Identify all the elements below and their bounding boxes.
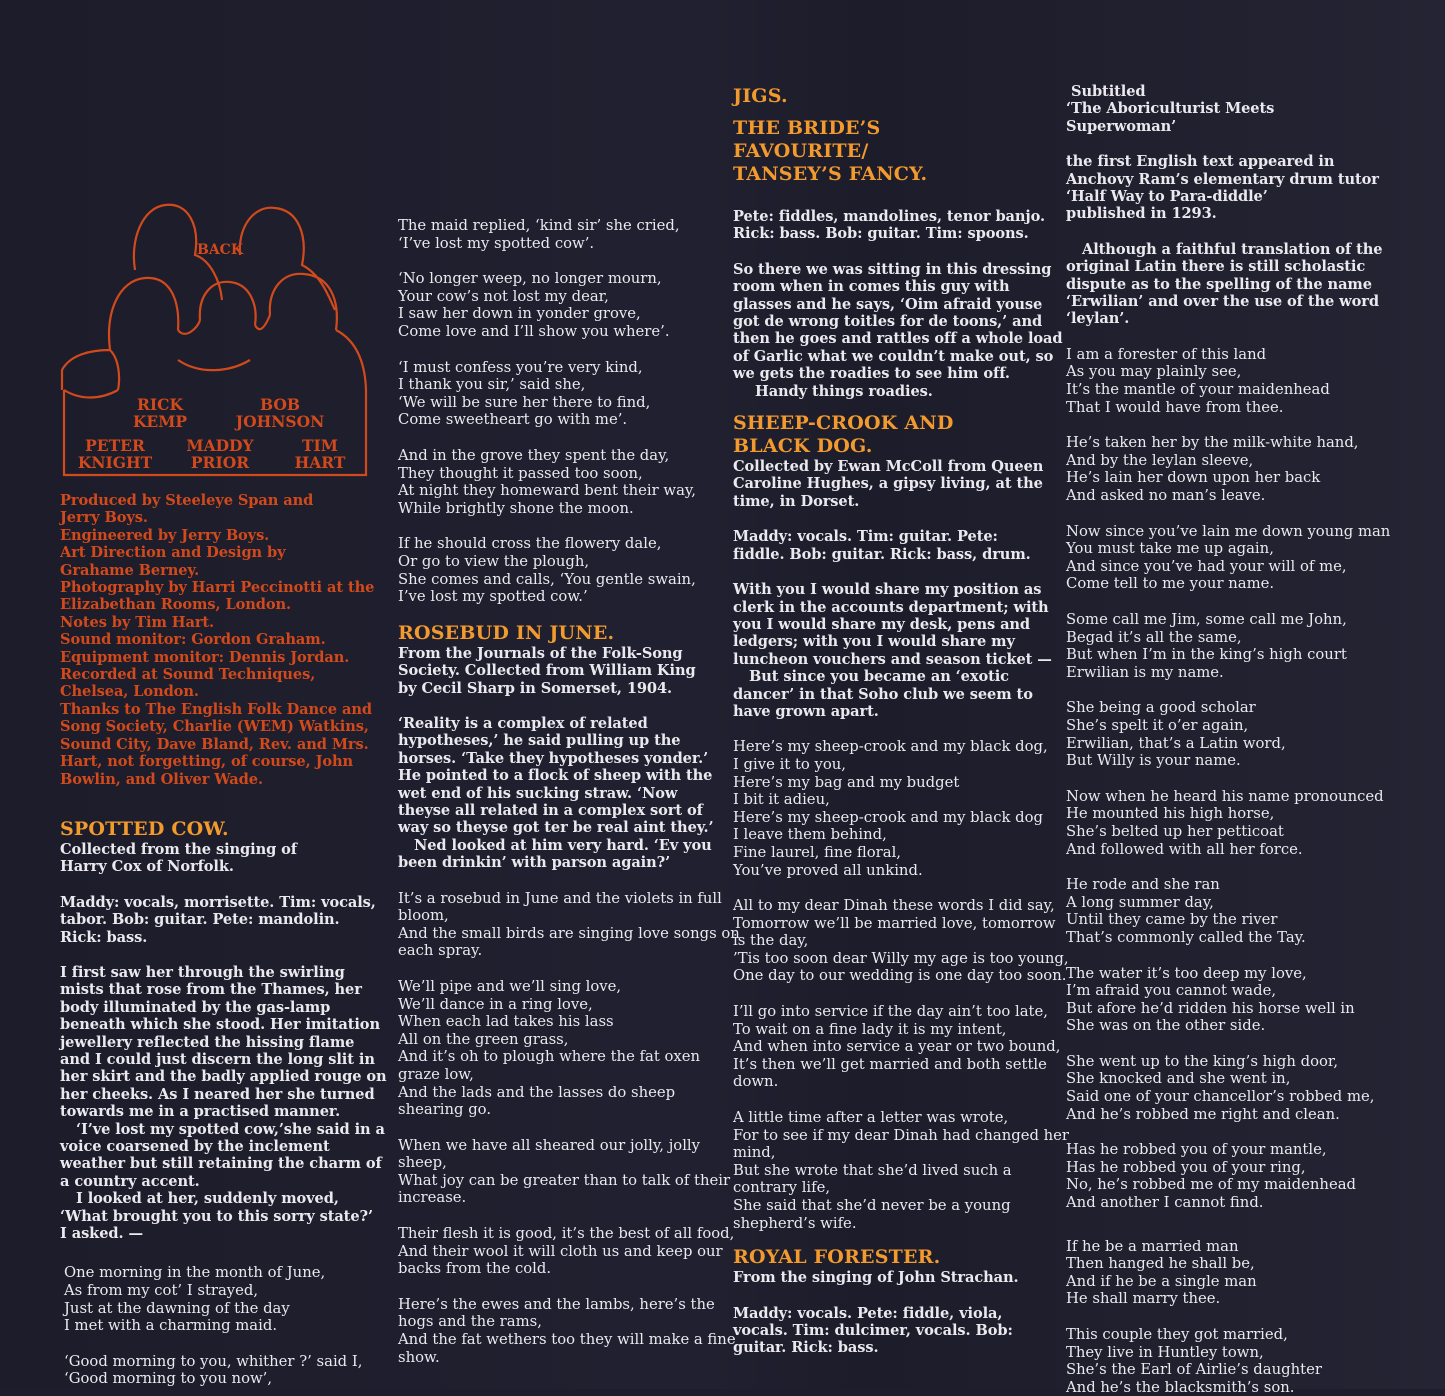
sheep-crook-verse-2: All to my dear Dinah these words I did say, Tomorrow we’ll be married love, tomorrow is the day, ’Tis too soon dear Willy my age is too One day to our wedding is one day too [733,897,1056,985]
rosebud-source: From the Journals of the Folk-Song Society. Collected from William King by Cecil Sharp in Somerset, 1904. [398,644,696,697]
royal-forester-verse-12: This couple they got married, They live in Huntley town, She’s the Earl of Airlie’s daughter And he’s the blacksmith’s son. [1066,1326,1322,1396]
royal-forester-verse-6: Now when he heard his name pronounced He mounted his high horse, She’s belted up her petticoat And followed with all her force. [1066,787,1384,858]
production-credits: Produced by Steeleye Span and Jerry Boys. Engineered by Jerry Boys. Art Direction and Design by Grahame Berney. Photography by Harri Peccinotti at the Elizabethan Rooms, London. Notes by Tim Hart. Sound monitor: Gordon Graham. Equipment monitor: Dennis Jordan. Recorded at Sound Techniques, Chelsea, London. Thanks to The English Folk Dance and Song Society, Charlie (WEM) Watkins, Sound City, Dave Bland, Rev. and Mrs. Hart, not forgetting, of course, John Bowlin, and Oliver Wade. [60,492,375,788]
jigs-note-2: Handy things roadies. [755,382,933,400]
rosebud-verse-5: Here’s the ewes and the lambs, here’s the hogs and the rams, And the fat wethers too they will make a show. [398,1295,715,1366]
royal-forester-title: ROYAL FORESTER. [733,1246,941,1269]
royal-forester-note-2: Although a faithful translation of the original Latin there is still scholastic dispute as to the spelling of the name ‘Erwilian’ and over the use of the word ‘leylan’. [1066,240,1383,328]
royal-forester-verse-9: She went up to the king’s high door, She knocked and she went in, Said one of your chancellor’s robbed me, And he’s robbed me right and clean. [1066,1052,1375,1123]
spotted-cow-title: SPOTTED COW. [60,817,229,840]
column-1 [60,492,385,1388]
rosebud-verse-4: Their flesh it is good, it’s the best of all And their wool it will cloth us and keep our backs from the cold. [398,1225,723,1278]
royal-forester-verse-4: Some call me Jim, some call me John, Begad it’s all the same, But when I’m in the king’s high court Erwilian is my name. [1066,611,1347,681]
jigs-subtitle: THE BRIDE’S FAVOURITE/ TANSEY’S FANCY. [733,117,928,185]
spotted-cow-verse-5: ‘I must confess you’re very kind, I thank you sir,’ said she, ‘We will be sure her there to find, Come sweetheart go with me’. [398,358,651,429]
royal-forester-note-1: the first English text appeared in Anchovy Ram’s elementary drum tutor ‘Half Way to Para-diddle’ published in 1293. [1066,153,1379,223]
sheep-crook-verse-3: I’ll go into service if the day ain’t too late, To wait on a fine lady it is my intent, And when into service a year or two bound, It’s then we’ll get married and both settle down. [733,1003,1061,1091]
royal-forester-verse-7: He rode and she ran A long summer day, Until they came by the river That’s commonly called the Tay. [1066,876,1306,946]
sheep-crook-note-1: With you I would share my position as clerk in the accounts department; with you I would share my desk, pens and ledgers; with you I would share my luncheon vouchers and season ticket [733,581,1049,668]
spotted-cow-verse-1: One morning in the month of June, As from my cot’ I strayed, Just at the dawning of the day I met with a charming maid. [64,1264,326,1335]
spotted-cow-verse-4: ‘No longer weep, no longer mourn, Your cow’s not lost my dear, I saw her down in yonder grove, Come love and I’ll show you where’. [398,270,670,340]
royal-forester-personnel: Maddy: vocals. Pete: fiddle, viola, vocals. Tim: dulcimer, vocals. Bob: guitar. Rick: bass. [733,1304,1013,1357]
sheep-crook-verse-4: A little time after a letter was wrote, For to see if my dear Dinah had changed mind, But she wrote that she’d lived such a contrary life, She said that she’d never be a young shepherd’s wife. [733,1109,1039,1232]
spotted-cow-personnel: Maddy: vocals, morrisette. Tim: vocals, tabor. Bob: guitar. Pete: mandolin. Rick: bass. [60,893,376,946]
spotted-cow-note-2: ‘I’ve lost my spotted cow,’she said in a voice coarsened by the inclement weather but still retaining the charm of a country accent. [60,1120,385,1190]
spotted-cow-source: Collected from the singing of Harry Cox of Norfolk. [60,840,297,876]
sheep-crook-title: SHEEP-CROOK AND BLACK DOG. [733,412,954,458]
rosebud-verse-1: It’s a rosebud in June and the violets in full bloom, And the small birds are singing love songs each spray. [398,889,722,960]
rosebud-note-2: Ned looked at him very hard. ‘Ev you been drinkin’ with parson again?’ [398,836,712,872]
royal-forester-verse-5: She being a good scholar She’s spelt it o’er again, Erwilian, that’s a Latin word, But Willy is your name. [1066,699,1286,770]
member-peter-knight: PETER KNIGHT [77,436,153,472]
column-2 [398,217,723,1366]
royal-forester-verse-1: I am a forester of this land As you may plainly see, It’s the mantle of your maidenhead That I would have from thee. [1066,345,1330,416]
royal-forester-verse-10: Has he robbed you of your mantle, Has he robbed you of your ring, No, he’s robbed me of my maidenhead And another I cannot find. [1066,1141,1357,1212]
spotted-cow-note-3: I looked at her, suddenly moved, ‘What brought you to this sorry state?’ I asked. — [60,1190,373,1243]
column-4 [1066,83,1384,1396]
member-bob-johnson: BOB JOHNSON [235,395,325,431]
royal-forester-verse-8: The water it’s too deep my love, I’m afraid you cannot wade, But afore he’d ridden his horse well in She was on the other side. [1066,964,1355,1035]
rosebud-verse-2: We’ll pipe and we’ll sing love, We’ll dance in a ring love, When each lad takes his lass All on the green grass, And it’s oh to plough where the fat oxen graze low, And the lads and the lasses do sheep shearing go. [398,977,701,1119]
royal-forester-source: From the singing of John Strachan. [733,1269,1019,1287]
jigs-personnel: Pete: fiddles, mandolines, tenor banjo. Rick: bass. Bob: guitar. Tim: spoons. [733,208,1045,243]
spotted-cow-verse-2: ‘Good morning to you, whither ?’ said I, ‘Good morning to you now’, [64,1352,363,1388]
spotted-cow-verse-7: If he should cross the flowery dale, Or go to view the plough, She comes and calls, ‘You gentle swain, I’ve lost my spotted cow.’ [398,535,696,606]
member-maddy-prior: MADDY PRIOR [186,436,254,472]
sheep-crook-source: Collected by Ewan McColl from Queen Caroline Hughes, a gipsy living, at the time, in Dorset. [733,458,1044,510]
royal-forester-verse-3: Now since you’ve lain me down young You must take me up again, And since you’ve had your will of me, Come tell to me your name. [1066,522,1354,593]
member-rick-kemp: RICK KEMP [132,395,188,431]
royal-forester-verse-11: If he be a married man Then hanged he shall be, And if he be a single man He shall marry thee. [1066,1237,1257,1308]
spotted-cow-verse-6: And in the grove they spent the day, They thought it passed too soon, At night they homeward bent their way, While brightly shone the moon. [398,446,696,517]
spotted-cow-verse-3: The maid replied, ‘kind sir’ she cried, ‘I’ve lost my spotted cow’. [398,217,680,252]
sheep-crook-note-2: But since you became an ‘exotic dancer’ in that Soho club we seem to have grown apart. [733,668,1033,720]
rosebud-note-1: ‘Reality is a complex of related hypotheses,’ he said pulling up the horses. ‘Take they hypotheses yonder.’ He pointed to a flock of sheep with the wet end of his sucking straw. ‘Now theyse all related in a complex sort of way so theyse got ter be real aint they.’ [398,714,714,837]
sheep-crook-personnel: Maddy: vocals. Tim: guitar. Pete: fiddle. Bob: guitar. Rick: bass, drum. [733,528,1031,563]
royal-forester-subtitle: ‘The Aboriculturist Meets Superwoman’ [1066,100,1275,135]
member-tim-hart: TIM HART [294,436,346,472]
royal-forester-subtitle-intro: Subtitled [1071,83,1146,100]
spotted-cow-note-1: I first saw her through the swirling mists that rose from the Thames, her body illuminated by the gas-lamp beneath which she stood. Her imitation jewellery reflected the hissing flame and I could just discern the long slit in her skirt and the badly applied rouge her cheeks. As I neared her she turned towards me in a practised manner. [60,963,380,1121]
jigs-title: JIGS. [733,85,788,107]
rosebud-title: ROSEBUD IN JUNE. [398,621,615,644]
sheep-crook-verse-1: Here’s my sheep-crook and my black dog, I give it to you, Here’s my bag and my budget I bit it adieu, Here’s my sheep-crook and my black dog I leave them behind, Fine laurel, fine floral, You’ve proved all unkind. [733,738,1048,879]
jigs-note-1: So there we was sitting in this dressing room when in comes this guy with glasses and he says, ‘Oim afraid youse got de wrong toitles for de toons,’ and then he goes and rattles off a whole of Garlic what we couldn’t make out, we gets the roadies to see him off. [733,260,1052,383]
back-label: BACK [196,242,243,258]
column-3 [733,85,1061,1357]
royal-forester-verse-2: He’s taken her by the milk-white hand, And by the leylan sleeve, He’s lain her down upon her back And asked no man’s leave. [1066,434,1359,505]
rosebud-verse-3: When we have all sheared our jolly, jolly sheep, What joy can be greater than to talk of increase. [398,1136,701,1207]
